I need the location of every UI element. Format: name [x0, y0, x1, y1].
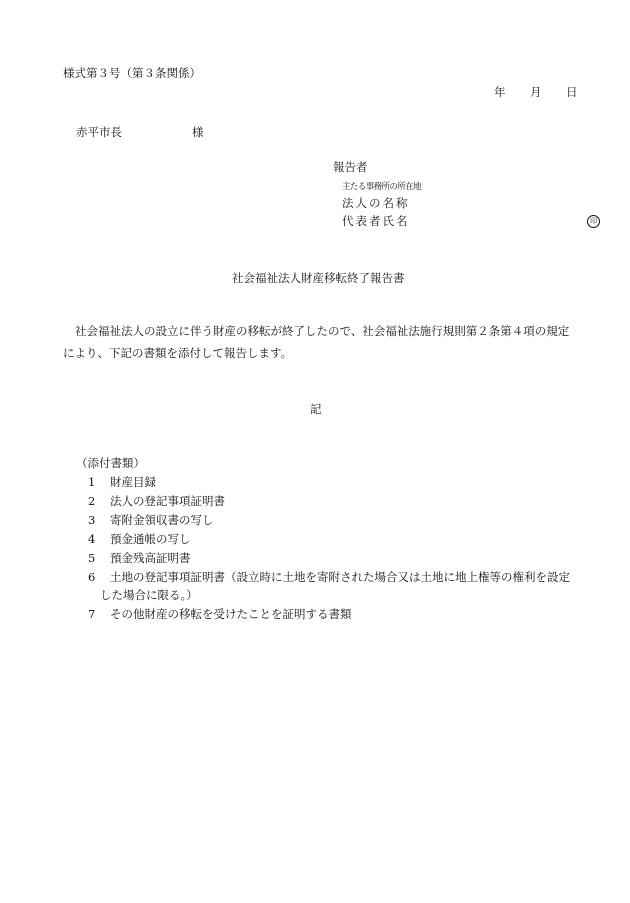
attachment-num: 7 [88, 607, 96, 621]
attachment-num: 1 [88, 475, 96, 489]
document-title: 社会福祉法人財産移転終了報告書 [232, 271, 405, 285]
form-number: 様式第３号（第３条関係） [63, 66, 201, 80]
attachment-num: 6 [88, 570, 96, 584]
representative-label: 代表者氏名 [342, 214, 410, 228]
body-paragraph [63, 320, 593, 364]
attachment-num: 4 [88, 532, 96, 546]
attachment-item-continuation: した場合に限る。） [100, 588, 198, 602]
attachment-text: 土地の登記事項証明書（設立時に土地を寄附された場合又は土地に地上権等の権利を設定 [110, 570, 570, 584]
attachment-item [88, 551, 191, 565]
reporter-heading: 報告者 [333, 160, 368, 174]
attachment-num: 5 [88, 551, 96, 565]
attachment-num: 2 [88, 494, 96, 508]
seal-mark-icon: 印 [587, 215, 600, 228]
attachment-text: 法人の登記事項証明書 [110, 494, 225, 508]
attachment-text: 財産目録 [110, 475, 156, 489]
attachment-text: その他財産の移転を受けたことを証明する書類 [110, 607, 352, 621]
addressee-name: 赤平市長 [76, 125, 122, 139]
attachment-num: 3 [88, 513, 96, 527]
attachment-item [88, 570, 570, 584]
addressee-honorific: 様 [192, 125, 204, 139]
attachments-heading: （添付書類） [76, 456, 145, 470]
ki-heading: 記 [310, 402, 322, 416]
attachment-item [88, 513, 214, 527]
attachment-item [88, 475, 156, 489]
attachment-text: 預金残高証明書 [110, 551, 191, 565]
attachment-item [88, 607, 352, 621]
attachment-text: 寄附金領収書の写し [110, 513, 214, 527]
date-year: 年 [494, 85, 506, 99]
office-address-label: 主たる事務所の所在地 [342, 182, 422, 192]
attachment-item [88, 494, 225, 508]
body-line-2: により、下記の書類を添付して報告します。 [63, 346, 293, 360]
date-month: 月 [530, 85, 542, 99]
corp-name-label: 法人の名称 [342, 196, 410, 210]
body-line-1: 社会福祉法人の設立に伴う財産の移転が終了したので、社会福祉法施行規則第２条第４項の規定 [75, 324, 570, 338]
attachment-item [88, 532, 191, 546]
date-day: 日 [566, 85, 578, 99]
attachment-text: 預金通帳の写し [110, 532, 191, 546]
